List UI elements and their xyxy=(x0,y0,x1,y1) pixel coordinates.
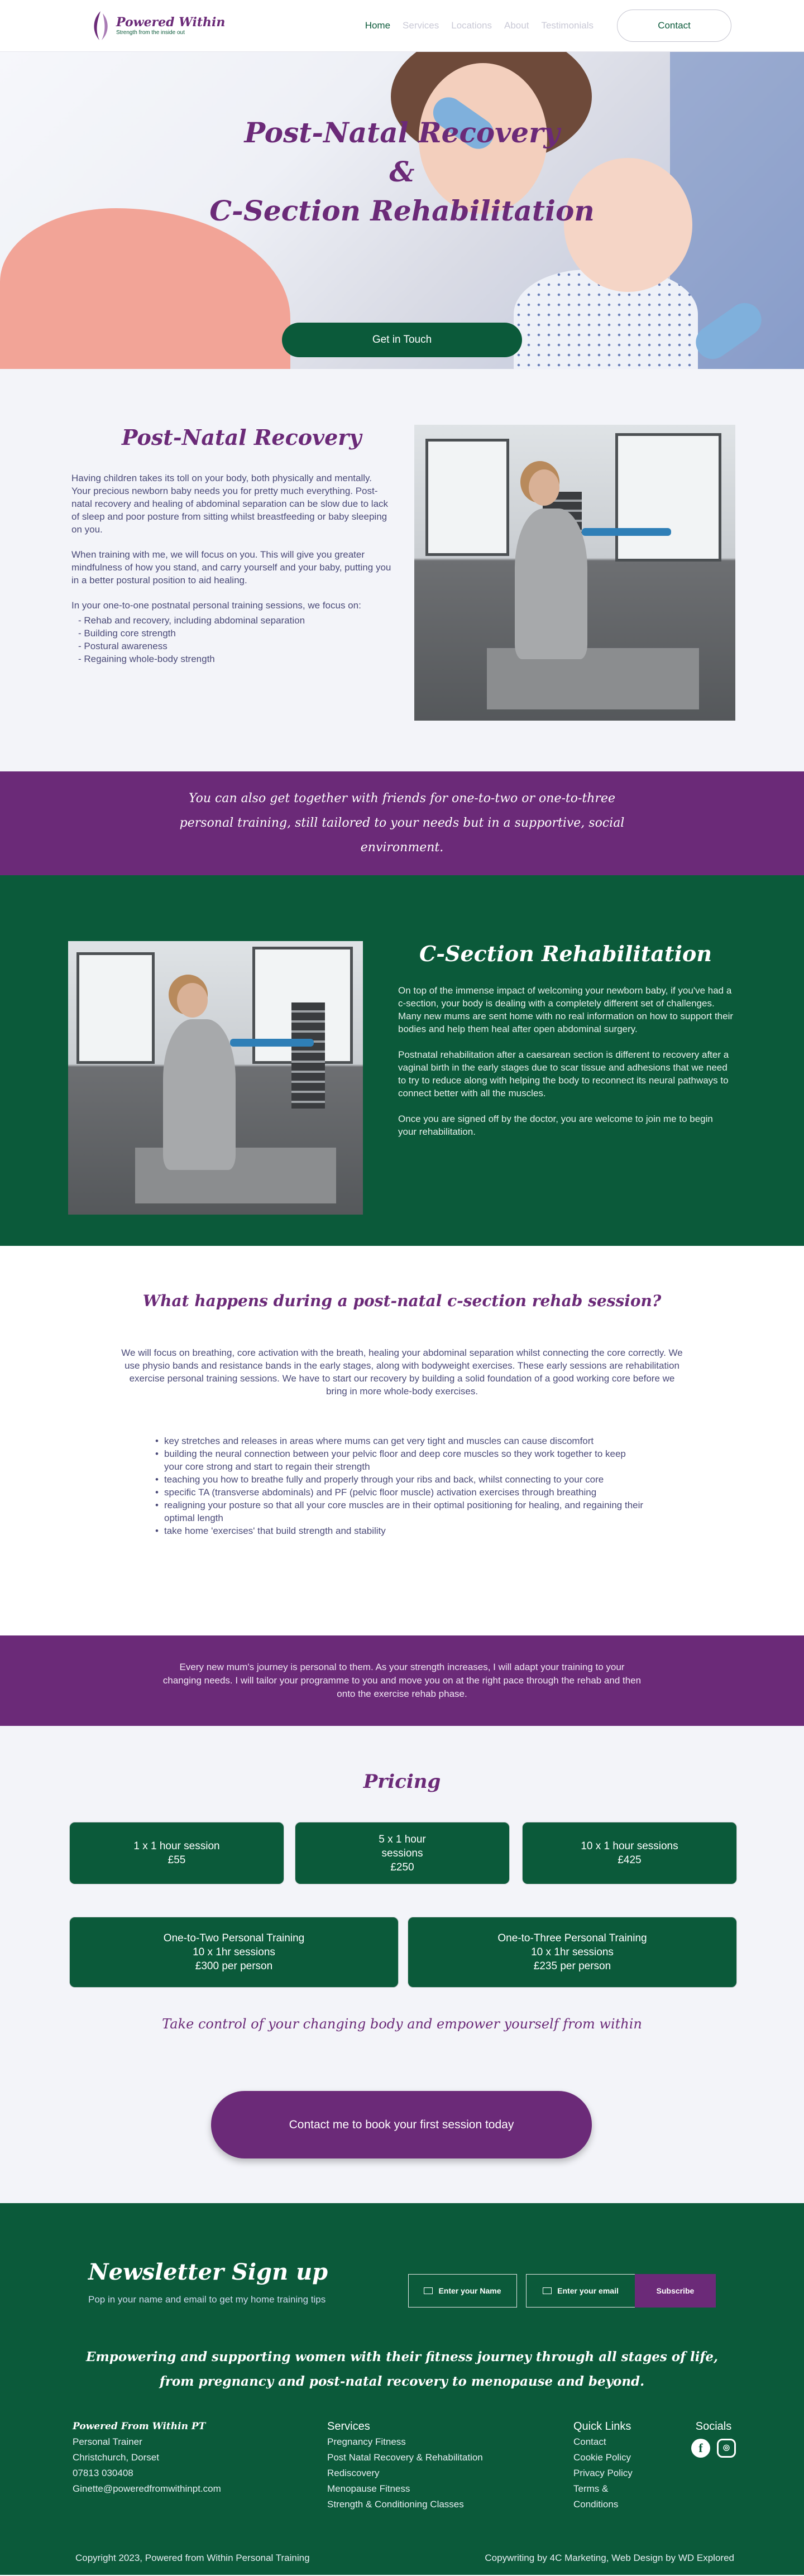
footer-link[interactable]: Pregnancy Fitness xyxy=(327,2436,406,2447)
csection-section xyxy=(0,875,804,1246)
price-card[interactable] xyxy=(522,1822,737,1884)
price-card[interactable] xyxy=(69,1822,284,1884)
session-list xyxy=(155,1435,647,1537)
pricing-title: Pricing xyxy=(363,1771,441,1793)
nav-about[interactable]: About xyxy=(504,20,529,31)
dumbbell-rack-image xyxy=(291,1002,325,1109)
trainer-photo xyxy=(414,425,735,721)
name-input-placeholder: Enter your Name xyxy=(438,2286,501,2295)
person-head xyxy=(529,469,559,506)
list-item: • realigning your posture so that all your core muscles are in their optimal positioning for healing, and regaining their optimal length xyxy=(155,1499,647,1524)
footer-contact-column xyxy=(73,2419,221,2497)
instagram-icon[interactable]: ◎ xyxy=(717,2439,736,2458)
person-body xyxy=(515,509,587,659)
list-item: • building the neural connection between your pelvic floor and deep core muscles so they work together to keep your core strong and start to regain their strength xyxy=(155,1447,647,1473)
footer-socials-column xyxy=(691,2419,736,2458)
price-label: 10 x 1hr sessions xyxy=(193,1946,275,1958)
footer-email[interactable]: Ginette@poweredfromwithinpt.com xyxy=(73,2483,221,2494)
paragraph: On top of the immense impact of welcoming your newborn baby, if you've had a c-section, your body is dealing with a completely different set of challenges. Many new mums are sent home with no real information on how to support their bodies and help them heal after open abdominal surgery. xyxy=(398,985,734,1034)
navbar xyxy=(0,0,804,52)
postnatal-section xyxy=(0,369,804,771)
footer-brand: Powered From Within PT xyxy=(73,2421,206,2432)
hero-title-line: C-Section Rehabilitation xyxy=(209,194,595,227)
session-details-section xyxy=(0,1246,804,1635)
footer-link[interactable]: Post Natal Recovery & Rehabilitation xyxy=(327,2452,483,2463)
footer-link[interactable]: Privacy Policy xyxy=(573,2468,633,2478)
social-icons xyxy=(691,2439,736,2458)
price-label: 10 x 1hr sessions xyxy=(531,1946,614,1958)
price-label: 1 x 1 hour session xyxy=(133,1840,220,1852)
banner-text: You can also get together with friends for one-to-two or one-to-three personal training, still tailored to your needs but in a supportive, social environment. xyxy=(179,791,625,855)
list-item: - Regaining whole-body strength xyxy=(71,653,393,665)
footer-link[interactable]: Strength & Conditioning Classes xyxy=(327,2499,464,2510)
pricing-section xyxy=(0,1726,804,2203)
envelope-icon xyxy=(424,2287,433,2294)
list-item: • take home 'exercises' that build strength and stability xyxy=(155,1524,647,1537)
person-body xyxy=(163,1019,236,1170)
session-details-title: What happens during a post-natal c-section rehab session? xyxy=(142,1292,662,1310)
window-image xyxy=(425,439,509,556)
paragraph: When training with me, we will focus on you. This will give you greater mindfulness of how you stand, and carry yourself and your baby, putting you in a better postural position to aid healing. xyxy=(71,549,391,586)
footer-link[interactable]: Terms & xyxy=(573,2483,609,2494)
footer-link[interactable]: Rediscovery xyxy=(327,2468,380,2478)
price-label: sessions xyxy=(381,1847,423,1859)
logo-tagline: Strength from the inside out xyxy=(116,29,185,36)
hero xyxy=(0,52,804,369)
trainer-photo xyxy=(68,941,363,1215)
postnatal-text xyxy=(71,472,393,665)
resistance-band-image xyxy=(582,528,671,536)
email-input[interactable] xyxy=(526,2274,635,2308)
subscribe-button[interactable]: Subscribe xyxy=(635,2274,716,2308)
session-intro: We will focus on breathing, core activation with the breath, healing your abdominal separation whilst connecting the core correctly. We use physio bands and resistance bands in the early stages, along with bodyweight exercises. These early sessions are rehabilitation exercise personal training sessions. We have to start our recovery by building a solid foundation of a good working core before we bring in more whole-body exercises. xyxy=(121,1347,683,1397)
person-head xyxy=(177,983,208,1018)
window-image xyxy=(76,952,155,1064)
list-item: • key stretches and releases in areas where mums can get very tight and muscles can cause discomfort xyxy=(155,1435,647,1447)
footer-link[interactable]: Menopause Fitness xyxy=(327,2483,410,2494)
hero-title-line: & xyxy=(389,155,415,188)
banner-text: Every new mum's journey is personal to them. As your strength increases, I will adapt your training to your changing needs. I will tailor your programme to you and move you on at the right pace through the rehab and then onto the exercise rehab phase. xyxy=(162,1662,642,1699)
paragraph: In your one-to-one postnatal personal training sessions, we focus on: xyxy=(71,600,361,611)
paragraph: Postnatal rehabilitation after a caesarean section is different to recovery after a vaginal birth in the early stages due to scar tissue and adhesions that we need to try to reduce along with helping the body to reconnect its neural pathways to connect better with all the muscles. xyxy=(398,1049,729,1098)
footer-link[interactable]: Cookie Policy xyxy=(573,2452,631,2463)
focus-list xyxy=(71,614,393,665)
price-card[interactable] xyxy=(408,1917,737,1988)
price-label: 5 x 1 hour xyxy=(379,1833,426,1845)
paragraph: Once you are signed off by the doctor, you are welcome to join me to begin your rehabilitation. xyxy=(398,1114,713,1137)
price-label: 10 x 1 hour sessions xyxy=(581,1840,678,1852)
book-session-button[interactable]: Contact me to book your first session today xyxy=(211,2091,592,2158)
footer-services-column xyxy=(327,2419,483,2512)
price-value: £235 per person xyxy=(533,1960,611,1972)
paragraph: Having children takes its toll on your body, both physically and mentally. Your precious newborn baby needs you for pretty much everything. Post-natal recovery and healing of abdominal separation can be slow due to lack of sleep and poor posture from sitting whilst breastfeeding or baby sleeping on you. xyxy=(71,473,389,535)
journey-banner xyxy=(0,1635,804,1726)
price-label: One-to-Two Personal Training xyxy=(163,1932,305,1944)
footer-link[interactable]: Conditions xyxy=(573,2499,619,2510)
price-value: £300 per person xyxy=(195,1960,273,1972)
footer-column-title: Socials xyxy=(695,2420,732,2433)
list-item: • teaching you how to breathe fully and properly through your ribs and back, whilst connecting to your core xyxy=(155,1473,647,1486)
newsletter-subtitle: Pop in your name and email to get my home training tips xyxy=(88,2294,326,2305)
csection-title: C-Section Rehabilitation xyxy=(419,941,712,966)
postnatal-title: Post-Natal Recovery xyxy=(122,425,362,450)
hero-photo-shirt xyxy=(0,208,290,369)
hero-title-line: Post-Natal Recovery xyxy=(244,116,560,149)
price-value: £55 xyxy=(168,1854,186,1866)
logo-mark-icon xyxy=(89,9,113,42)
csection-text xyxy=(398,984,733,1151)
footer-phone[interactable]: 07813 030408 xyxy=(73,2468,133,2478)
footer-column-title: Services xyxy=(327,2420,370,2433)
resistance-band-image xyxy=(230,1039,314,1047)
footer-column-title: Quick Links xyxy=(573,2420,631,2433)
price-card[interactable] xyxy=(69,1917,399,1988)
price-label: One-to-Three Personal Training xyxy=(497,1932,647,1944)
list-item: - Rehab and recovery, including abdominal separation xyxy=(71,614,393,627)
footer-link[interactable]: Contact xyxy=(573,2436,606,2447)
contact-button[interactable]: Contact xyxy=(617,9,731,42)
envelope-icon xyxy=(543,2287,552,2294)
copyright: Copyright 2023, Powered from Within Personal Training xyxy=(75,2553,310,2563)
mission-line: from pregnancy and post-natal recovery to menopause and beyond. xyxy=(159,2374,645,2389)
main-nav xyxy=(365,9,731,42)
nav-home[interactable]: Home xyxy=(365,20,391,31)
email-input-placeholder: Enter your email xyxy=(557,2286,619,2295)
list-item: - Postural awareness xyxy=(71,640,393,653)
footer-text: Christchurch, Dorset xyxy=(73,2452,159,2463)
hero-title xyxy=(0,113,804,231)
nav-locations[interactable]: Locations xyxy=(451,20,492,31)
newsletter-title: Newsletter Sign up xyxy=(88,2259,328,2285)
logo-name: Powered Within xyxy=(116,15,226,30)
nav-testimonials[interactable]: Testimonials xyxy=(541,20,594,31)
window-image xyxy=(615,433,721,562)
logo[interactable] xyxy=(89,9,225,42)
facebook-icon[interactable]: f xyxy=(691,2439,710,2458)
get-in-touch-button[interactable]: Get in Touch xyxy=(282,323,522,357)
mission-line: Empowering and supporting women with their fitness journey through all stages of life, xyxy=(85,2349,719,2364)
list-item: • specific TA (transverse abdominals) and PF (pelvic floor muscle) activation exercises through breathing xyxy=(155,1486,647,1499)
footer-quicklinks-column xyxy=(573,2419,657,2512)
mission-statement xyxy=(0,2345,804,2394)
price-card[interactable] xyxy=(295,1822,510,1884)
footer-text: Personal Trainer xyxy=(73,2436,142,2447)
price-value: £250 xyxy=(390,1861,414,1873)
list-item: - Building core strength xyxy=(71,627,393,640)
footer xyxy=(0,2203,804,2575)
nav-services[interactable]: Services xyxy=(403,20,439,31)
pricing-tagline: Take control of your changing body and empower yourself from within xyxy=(162,2016,642,2032)
site-credits: Copywriting by 4C Marketing, Web Design by WD Explored xyxy=(485,2553,734,2563)
social-training-banner xyxy=(0,771,804,875)
price-value: £425 xyxy=(618,1854,642,1866)
name-input[interactable] xyxy=(408,2274,517,2308)
